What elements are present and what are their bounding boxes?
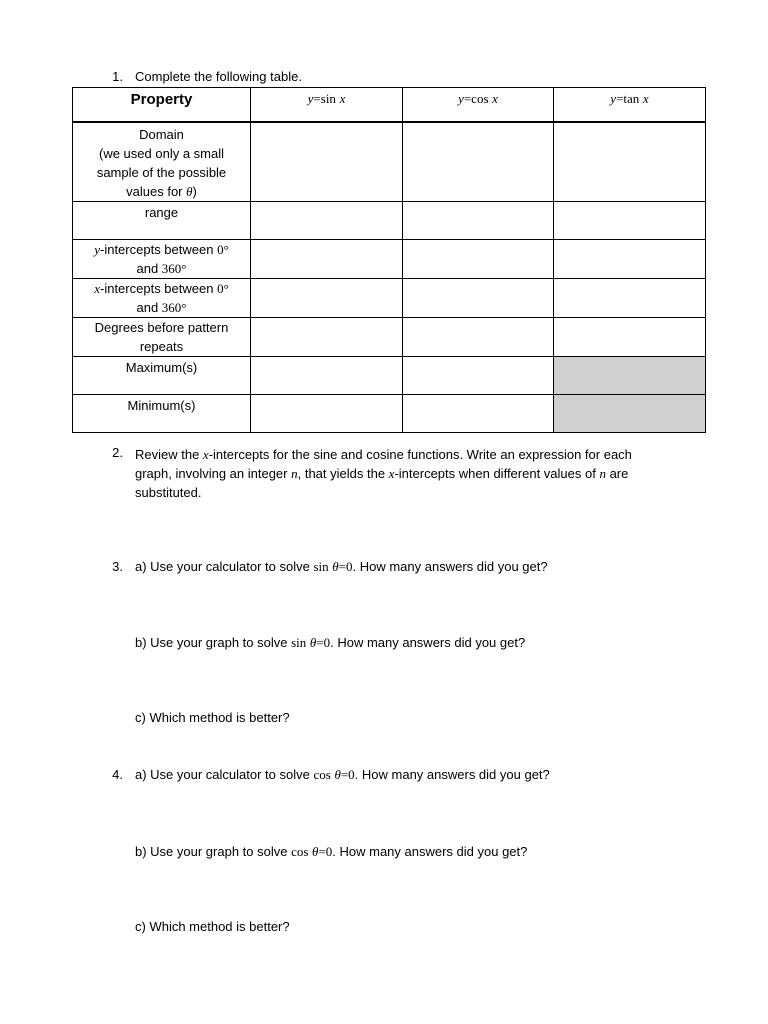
cell-min-tan-shaded	[554, 395, 706, 433]
question-1-text: Complete the following table.	[135, 69, 302, 84]
cell-domain-sin[interactable]	[251, 122, 403, 202]
cell-max-sin[interactable]	[251, 357, 403, 395]
row-label-range: range	[73, 202, 251, 240]
cell-max-tan-shaded	[554, 357, 706, 395]
question-3a-text: a) Use your calculator to solve sin θ=0. How many answers did you get?	[135, 559, 548, 574]
row-label-period: Degrees before pattern repeats	[73, 318, 251, 357]
question-3c-text: c) Which method is better?	[135, 710, 290, 725]
row-label-x-intercepts: x-intercepts between 0° and 360°	[73, 279, 251, 318]
table-row-period	[73, 318, 706, 357]
cell-min-cos[interactable]	[403, 395, 554, 433]
cell-domain-tan[interactable]	[554, 122, 706, 202]
question-4-number: 4.	[112, 767, 123, 782]
properties-table	[72, 87, 706, 433]
question-2-number: 2.	[112, 445, 123, 460]
cell-min-sin[interactable]	[251, 395, 403, 433]
cell-yint-cos[interactable]	[403, 240, 554, 279]
question-3b-text: b) Use your graph to solve sin θ=0. How many answers did you get?	[135, 635, 526, 650]
header-tan: y=tan x	[554, 88, 706, 123]
cell-range-cos[interactable]	[403, 202, 554, 240]
question-4a-text: a) Use your calculator to solve cos θ=0. How many answers did you get?	[135, 767, 550, 782]
cell-xint-tan[interactable]	[554, 279, 706, 318]
cell-period-sin[interactable]	[251, 318, 403, 357]
cell-range-sin[interactable]	[251, 202, 403, 240]
table-row-minimum	[73, 395, 706, 433]
cell-xint-cos[interactable]	[403, 279, 554, 318]
row-label-maximum: Maximum(s)	[73, 357, 251, 395]
cell-yint-tan[interactable]	[554, 240, 706, 279]
table-row-domain	[73, 122, 706, 202]
row-label-domain: Domain (we used only a small sample of the possible values for θ)	[73, 122, 251, 202]
cell-range-tan[interactable]	[554, 202, 706, 240]
header-property: Property	[73, 88, 251, 123]
table-row-range	[73, 202, 706, 240]
table-header-row	[73, 88, 706, 123]
question-4b-text: b) Use your graph to solve cos θ=0. How many answers did you get?	[135, 844, 528, 859]
cell-domain-cos[interactable]	[403, 122, 554, 202]
header-cos: y=cos x	[403, 88, 554, 123]
table-row-x-intercepts	[73, 279, 706, 318]
cell-max-cos[interactable]	[403, 357, 554, 395]
question-3-number: 3.	[112, 559, 123, 574]
cell-yint-sin[interactable]	[251, 240, 403, 279]
cell-period-tan[interactable]	[554, 318, 706, 357]
cell-xint-sin[interactable]	[251, 279, 403, 318]
cell-period-cos[interactable]	[403, 318, 554, 357]
row-label-minimum: Minimum(s)	[73, 395, 251, 433]
question-4c-text: c) Which method is better?	[135, 919, 290, 934]
question-1-number: 1.	[112, 69, 123, 84]
table-row-maximum	[73, 357, 706, 395]
table-row-y-intercepts	[73, 240, 706, 279]
row-label-y-intercepts: y-intercepts between 0° and 360°	[73, 240, 251, 279]
header-sin: y=sin x	[251, 88, 403, 123]
question-2-text: Review the x-intercepts for the sine and cosine functions. Write an expression for each graph, involving an integer n, that yields the x-intercepts when different values of n are substituted.	[135, 447, 632, 500]
